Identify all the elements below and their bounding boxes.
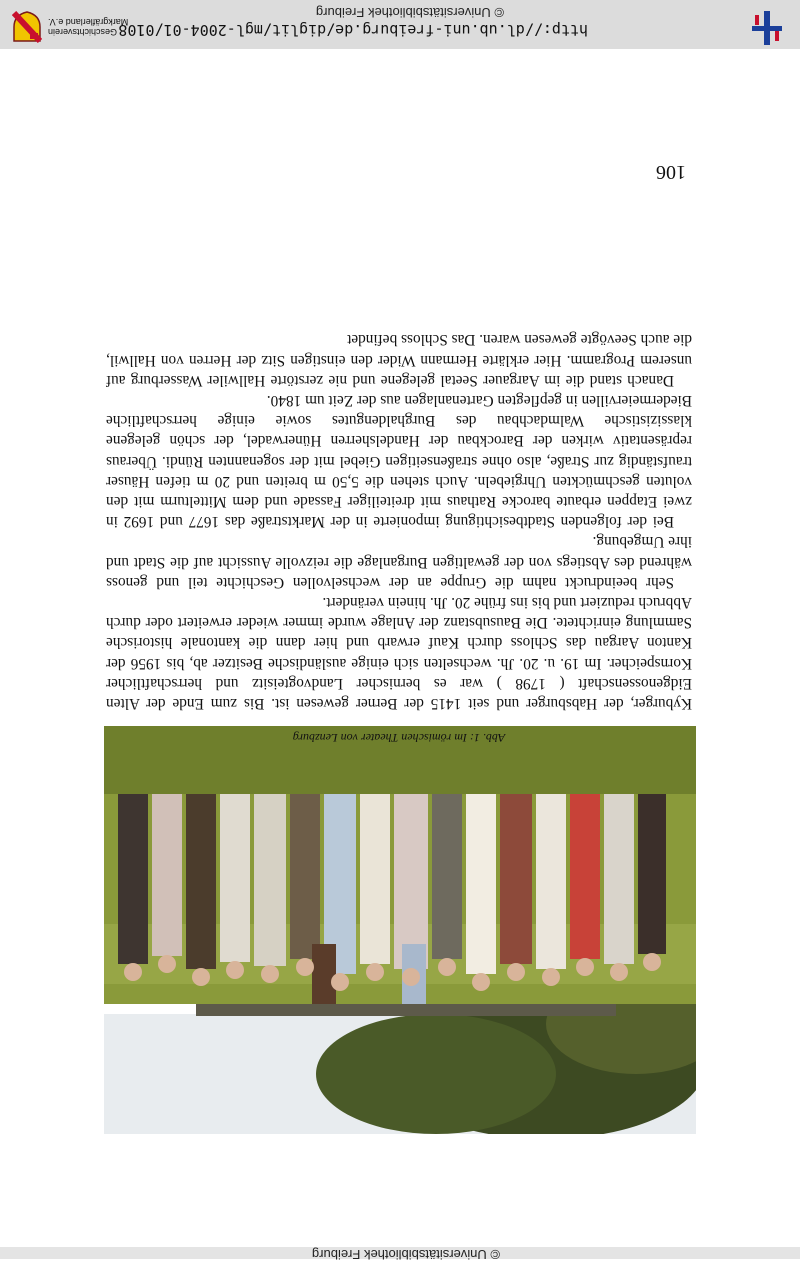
body-text [106,329,692,713]
paragraph: Danach stand die im Aargauer Seetal gelegene und nie zerstörte Hallwiler Wasserburg auf unserem Programm. Hier erklärte Hermann Wider den einstigen Sitz der Herren von Hallwil, die auch Seevögte gewesen waren. Das Schloss befindet [106,331,692,389]
society-line2: Markgräflerland e.V. [48,17,129,27]
photo-image [104,726,696,1134]
top-strip [0,1247,800,1262]
top-strip-text: © Universitätsbibliothek Freiburg [311,1247,500,1262]
figure-caption: Abb. 1: Im römischen Theater von Lenzburg [292,731,506,745]
university-library-logo-icon [752,11,782,45]
society-coat-of-arms-icon [12,11,42,43]
paragraph: Bei der folgenden Stadtbesichtigung imponierte in der Marktstraße das 1677 und 1692 in zwei Etappen erbaute barocke Rathaus mit dreiteiliger Fassade und dem Mittelturm mit den voluten geschmückten Uhrgiebeln. Auch stehen die 5,50 m breiten und 20 m tiefen Häuser traufständig zur Straße, also ohne straßenseitigen Giebel mit der sogenannten Ründi. Überaus repräsentativ wirken der Barockbau der Handelsherren Hünerwadel, der schön gelegene klassizistische Walmdachbau des Burghaldengutes sowie einige herrschaftliche Biedermeiervillen in gepflegten Gartenanlagen aus der Zeit um 1840. [106,391,692,531]
group-photo [104,726,696,1134]
paragraph: Sehr beeindruckt nahm die Gruppe an der wechselvollen Geschichte teil und genoss während des Abstiegs von der gewaltigen Burganlage die reizvolle Aussicht auf die Stadt und ihre Umgebung. [106,533,692,591]
copyright-text: © Universitätsbibliothek Freiburg [315,5,504,20]
permalink-url[interactable]: http://dl.ub.uni-freiburg.de/diglit/mgl-2004-01/0108 [118,21,588,39]
society-line1: Geschichtsverein [48,27,118,37]
paragraph: Kyburger, der Habsburger und seit 1415 der Berner gewesen ist. Bis zum Ende der Alten Eidgenossenschaft ( 1798 ) war es bernischer Landvogteisitz und herrschaftlicher Kornspeicher. Im 19. u. 20. Jh. wechselten sich einige ausländische Besitzer ab, bis 1956 der Kanton Aargau das Schloss durch Kauf erwarb und hier dann die kantonale historische Sammlung einrichtete. Die Bausubstanz der Anlage wurde immer wieder erweitert oder durch Abbruch reduziert und bis ins frühe 20. Jh. hinein verändert. [106,593,692,712]
page-number: 106 [656,161,686,183]
society-name [48,17,132,37]
